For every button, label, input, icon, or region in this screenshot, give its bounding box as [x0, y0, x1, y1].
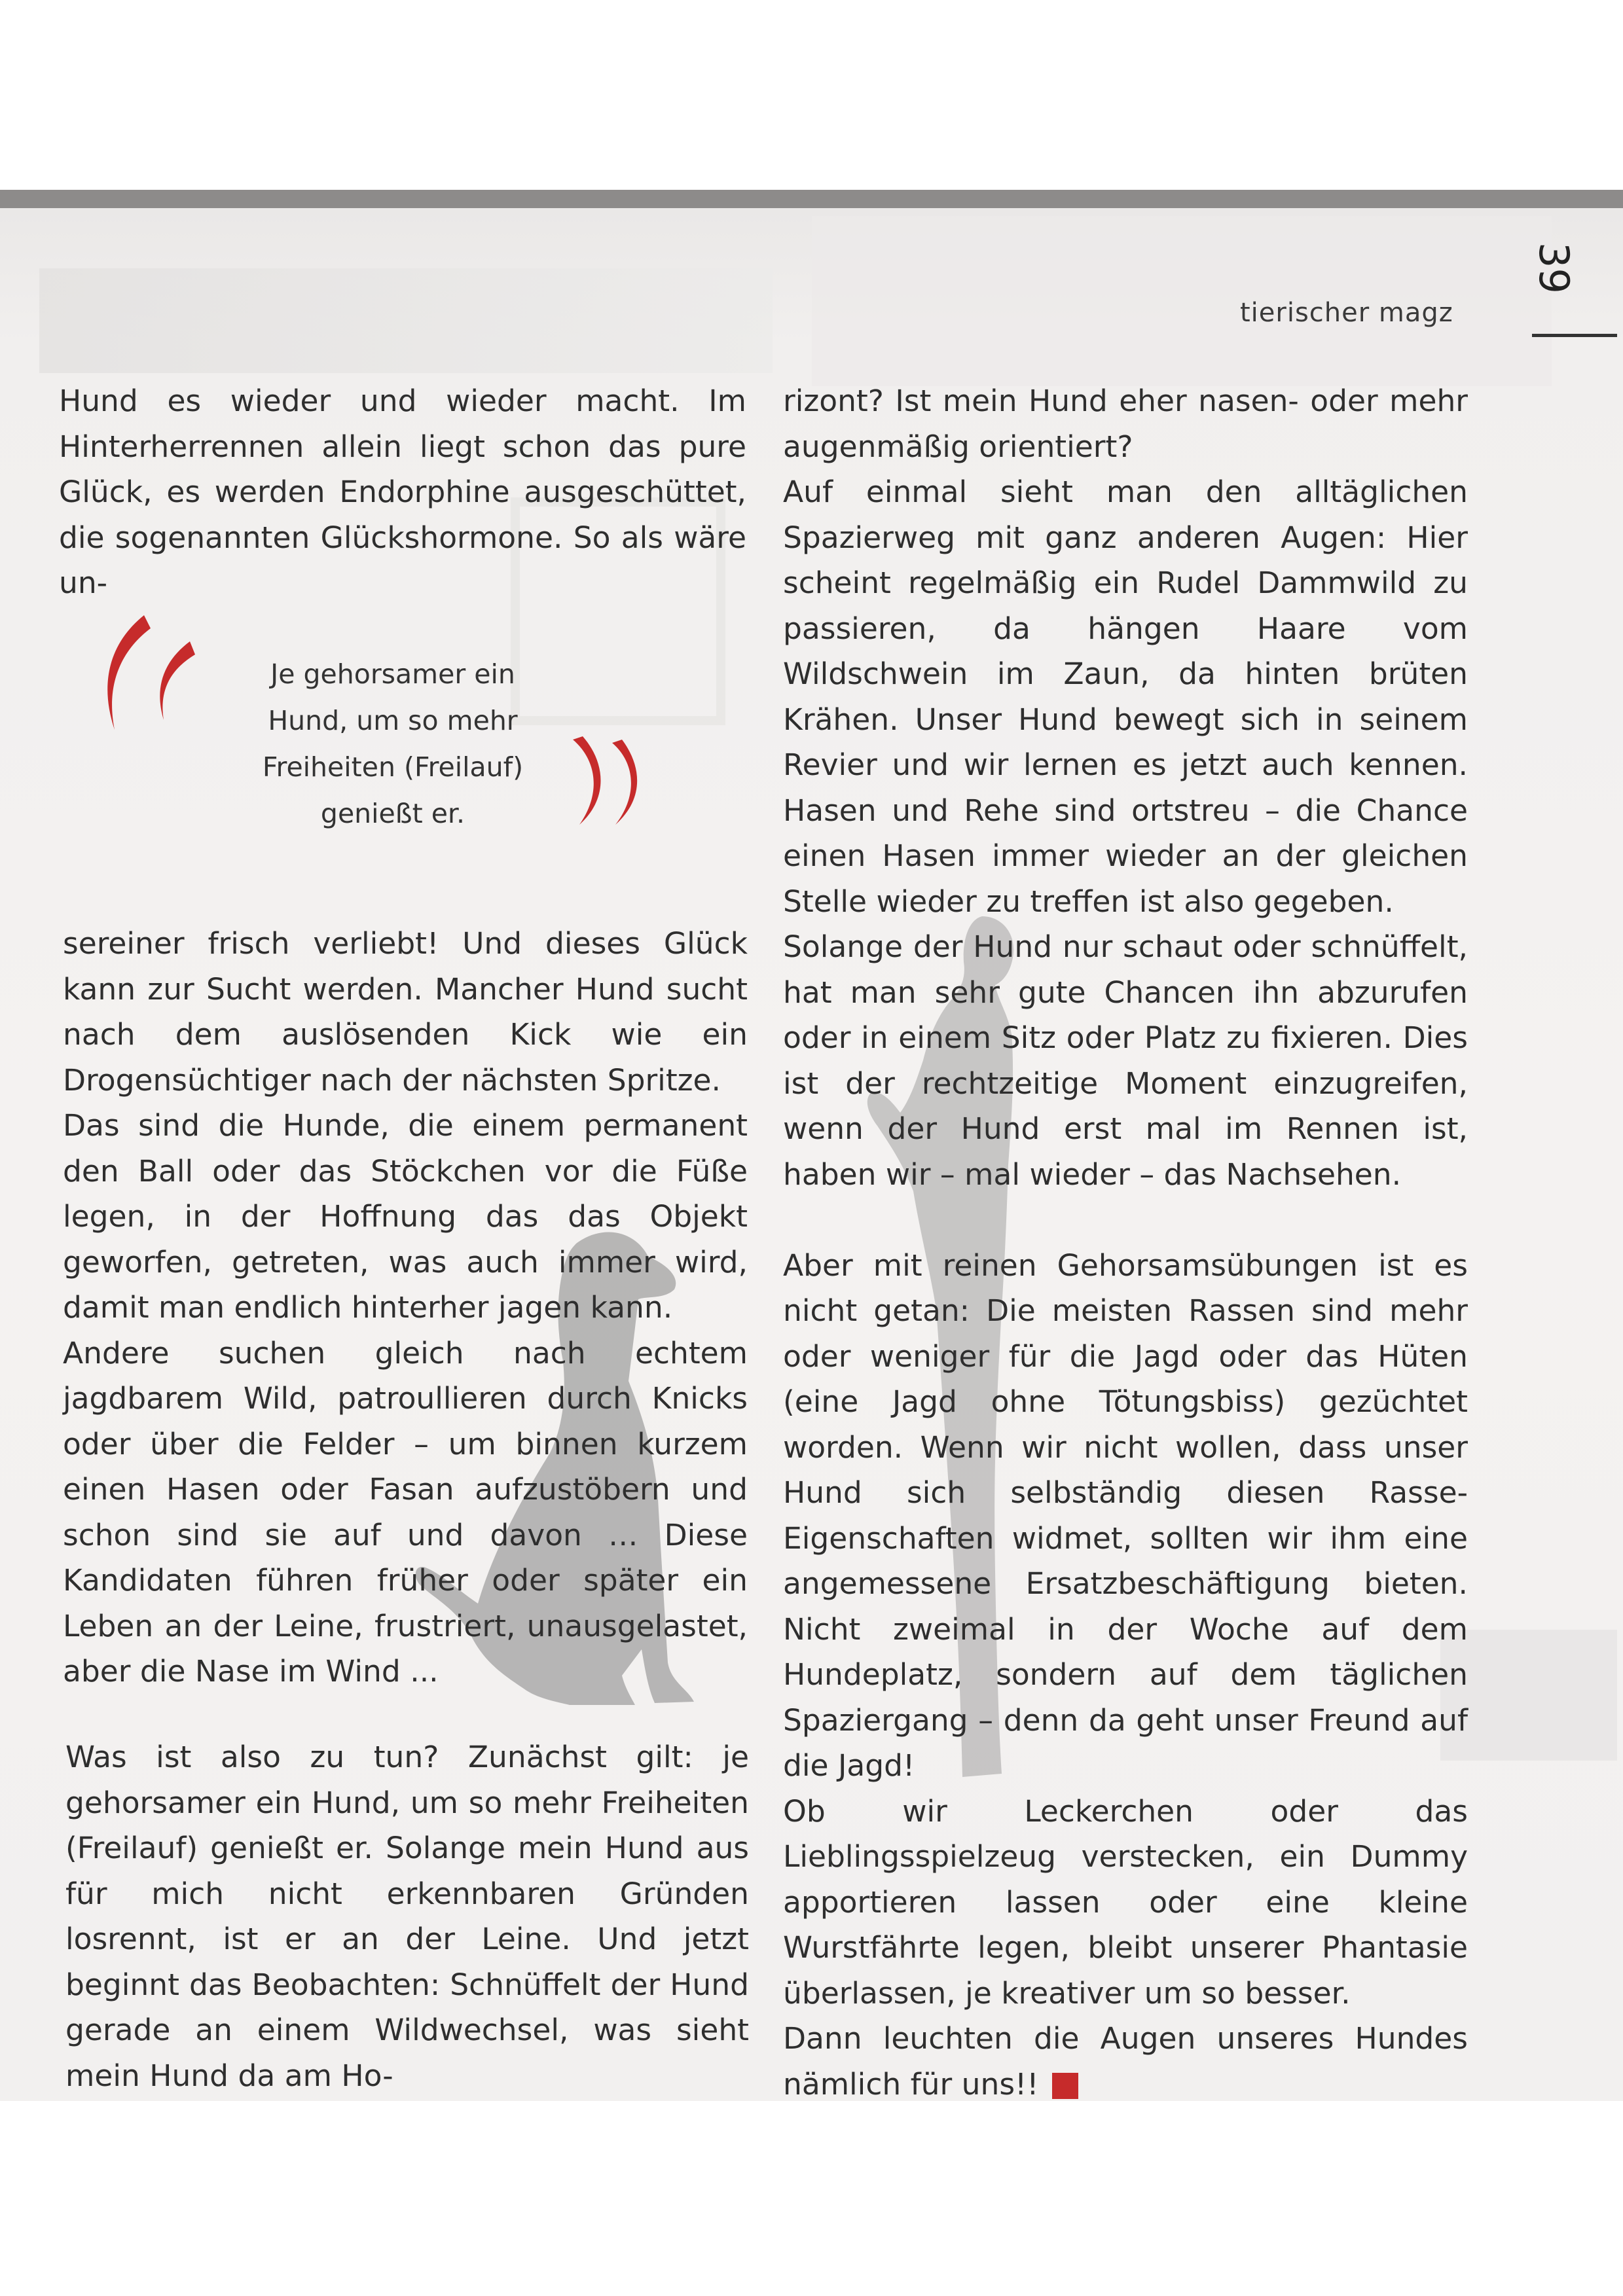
paragraph: rizont? Ist mein Hund eher nasen- oder mehr augenmäßig orientiert? [783, 384, 1468, 464]
page-number-rule [1532, 334, 1617, 337]
paragraph: Auf einmal sieht man den alltäglichen Spazierweg mit ganz anderen Augen: Hier scheint regelmäßig ein Rudel Dammwild zu passieren, da hängen Haare vom Wildschwein im Zaun, da hinten brüten Krähen. Unser Hund bewegt sich in seinem Revier und wir lernen es jetzt auch kennen. Hasen und Rehe sind ortstreu – die Chance einen Hasen immer wieder an der gleichen Stelle wieder zu treffen ist also gegeben. [783, 475, 1468, 919]
pull-quote-line: Je gehorsamer ein [270, 658, 515, 690]
right-column [783, 378, 1468, 2107]
paragraph-gap [783, 1197, 1468, 1243]
closing-text: Dann leuchten die Augen unseres Hundes nämlich für uns!! [783, 2021, 1468, 2102]
paragraph: Das sind die Hunde, die einem permanent den Ball oder das Stöckchen vor die Füße legen, in der Hoffnung das das Objekt geworfen, getreten, was auch immer wird, damit man endlich hinterher jagen kann. [63, 1108, 748, 1325]
paragraph: Aber mit reinen Gehorsamsübungen ist es nicht getan: Die meisten Rassen sind mehr oder weniger für die Jagd oder das Hüten (eine Jagd ohne Tötungsbiss) gezüchtet worden. Wenn wir nicht wollen, dass unser Hund sich selbständig diesen Rasse-Eigenschaften widmet, sollten wir ihm eine angemessene Ersatzbeschäftigung bieten. Nicht zweimal in der Woche auf dem Hundeplatz, sondern auf dem täglichen Spaziergang – denn da geht unser Freund auf die Jagd! [783, 1247, 1468, 1783]
paragraph: sereiner frisch verliebt! Und dieses Glück kann zur Sucht werden. Mancher Hund sucht nach dem auslösenden Kick wie ein Drogensüchtiger nach der nächsten Spritze. [63, 926, 748, 1098]
paragraph: Hund es wieder und wieder macht. Im Hinterherrennen allein liegt schon das pure Glück, es werden Endorphine ausgeschüttet, die sogenannten Glückshormone. So als wäre un- [59, 384, 746, 600]
page-top-edge [0, 190, 1623, 208]
pull-quote-line: Hund, um so mehr [268, 705, 518, 736]
magazine-name: tierischer magz [1240, 298, 1453, 328]
end-of-article-square-icon [1052, 2073, 1078, 2099]
pull-quote [170, 651, 615, 837]
paragraph: Andere suchen gleich nach echtem jagdbarem Wild, patroullieren durch Knicks oder über die Felder – um binnen kurzem einen Hasen oder Fasan aufzustöbern und schon sind sie auf und davon … Diese Kandidaten führen früher oder später ein Leben an der Leine, frustriert, unausgelastet, aber die Nase im Wind ... [63, 1335, 748, 1689]
left-column-middle [63, 921, 748, 1695]
left-column-top [59, 378, 746, 606]
paragraph: Was ist also zu tun? Zunächst gilt: je gehorsamer ein Hund, um so mehr Freiheiten (Freilauf) genießt er. Solange mein Hund aus für mich nicht erkennbaren Gründen losrennt, ist er an der Leine. Und jetzt beginnt das Beobachten: Schnüffelt der Hund gerade an einem Wildwechsel, was sieht mein Hund da am Ho- [65, 1740, 749, 2093]
pull-quote-line: genießt er. [320, 798, 465, 829]
paragraph: Solange der Hund nur schaut oder schnüffelt, hat man sehr gute Chancen ihn abzurufen oder in einem Sitz oder Platz zu fixieren. Dies ist der rechtzeitige Moment einzugreifen, wenn der Hund erst mal im Rennen ist, haben wir – mal wieder – das Nachsehen. [783, 929, 1468, 1192]
closing-paragraph [783, 2016, 1468, 2107]
paragraph: Ob wir Leckerchen oder das Lieblingsspielzeug verstecken, ein Dummy apportieren lassen oder eine kleine Wurstfährte legen, bleibt unserer Phantasie überlassen, je kreativer um so besser. [783, 1793, 1468, 2011]
left-column-bottom [65, 1734, 749, 2098]
show-through-background [39, 268, 773, 373]
page-number: 39 [1530, 242, 1578, 294]
pull-quote-line: Freiheiten (Freilauf) [262, 751, 524, 783]
